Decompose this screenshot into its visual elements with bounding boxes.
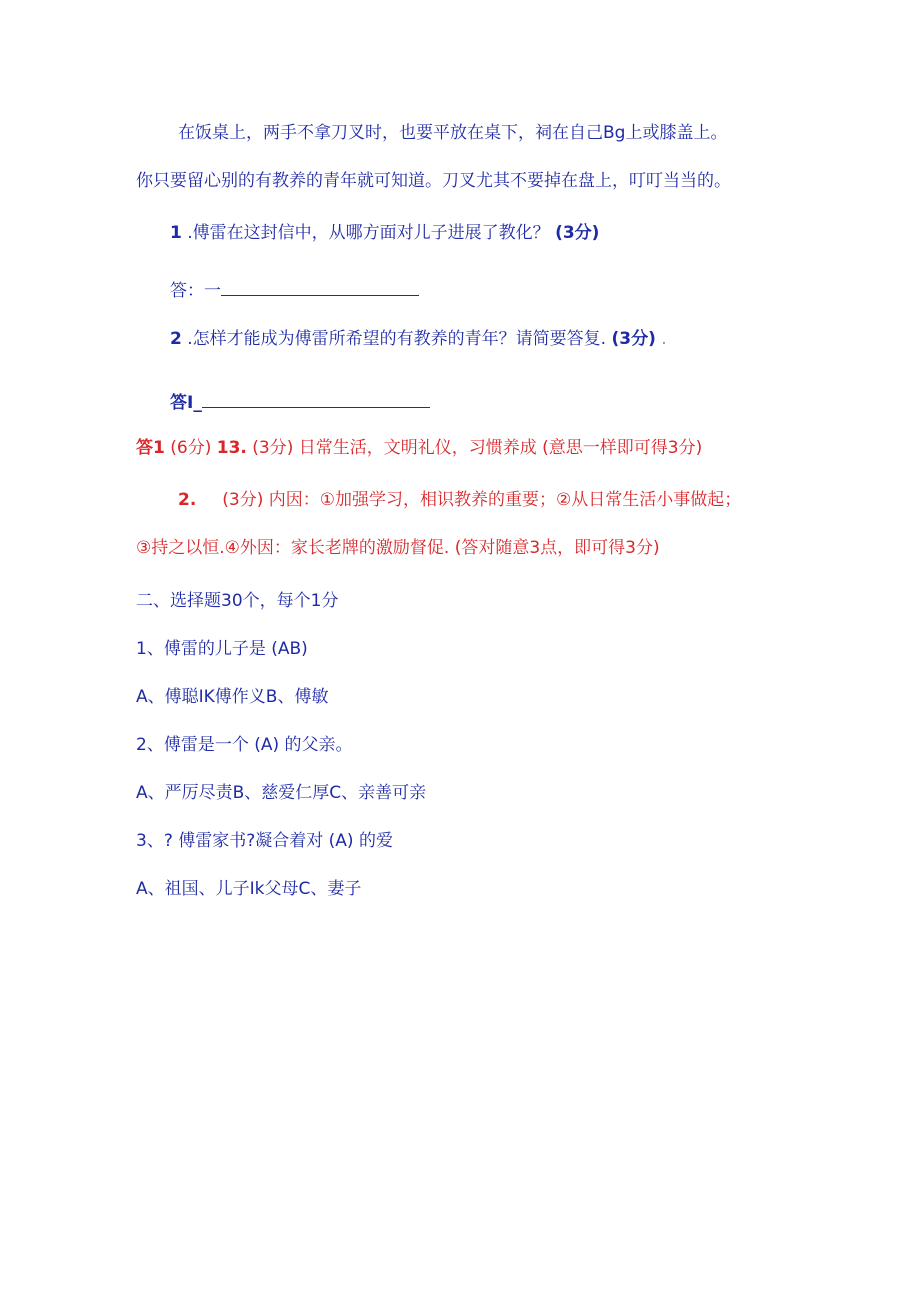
answer-key-1-label: 答1	[136, 438, 165, 458]
question-1-text: .傅雷在这封信中，从哪方面对儿子进展了教化？	[187, 223, 550, 243]
question-1	[170, 221, 599, 245]
answer-2-blank[interactable]	[202, 389, 430, 408]
answer-key-2-number: 2.	[178, 490, 197, 510]
passage-line-2: 你只要留心别的有教养的青年就可知道。刀叉尤其不要掉在盘上，叮叮当当的。	[136, 171, 731, 191]
answer-key-1-score: (6分)	[170, 438, 212, 458]
answer-key-1	[136, 436, 702, 460]
question-2-score: (3分)	[611, 329, 656, 349]
answer-key-1-text: (3分) 日常生活，文明礼仪，习惯养成 (意思一样即可得3分)	[252, 438, 703, 458]
question-1-number: 1	[170, 223, 182, 243]
choice-options-3: A、祖国、儿子Ik父母C、妻子	[136, 879, 362, 899]
question-2	[170, 327, 667, 351]
answer-key-2-line-1: (3分) 内因：①加强学习，相识教养的重要；②从日常生活小事做起；	[222, 490, 742, 510]
answer-1-line	[170, 277, 419, 303]
choice-options-2: A、严厉尽责B、慈爱仁厚C、亲善可亲	[136, 783, 427, 803]
answer-key-2	[178, 488, 741, 512]
section-2-heading: 二、选择题30个，每个1分	[136, 591, 339, 611]
answer-1-blank[interactable]	[221, 277, 419, 296]
choice-question-1: 1、傅雷的儿子是 (AB)	[136, 639, 308, 659]
question-2-number: 2	[170, 329, 182, 349]
answer-key-2-line-2: ③持之以恒.④外因：家长老牌的激励督促. (答对随意3点，即可得3分)	[136, 538, 660, 558]
choice-question-3: 3、? 傅雷家书?凝合着对 (A) 的爱	[136, 831, 393, 851]
question-1-score: (3分)	[555, 223, 600, 243]
answer-key-1-number: 13.	[216, 438, 247, 458]
question-2-text: .怎样才能成为傅雷所希望的有教养的青年？请简要答复.	[187, 329, 607, 349]
choice-question-2: 2、傅雷是一个 (A) 的父亲。	[136, 735, 353, 755]
answer-2-prefix: 答I_	[170, 393, 202, 413]
passage-line-1: 在饭桌上，两手不拿刀叉时，也要平放在桌下，祠在自己Bg上或膝盖上。	[178, 123, 728, 143]
answer-1-prefix: 答：一	[170, 281, 221, 301]
choice-options-1: A、傅聪IK傅作义B、傅敏	[136, 687, 329, 707]
question-2-trailing-mark: .	[661, 329, 667, 349]
answer-2-line	[170, 389, 430, 415]
